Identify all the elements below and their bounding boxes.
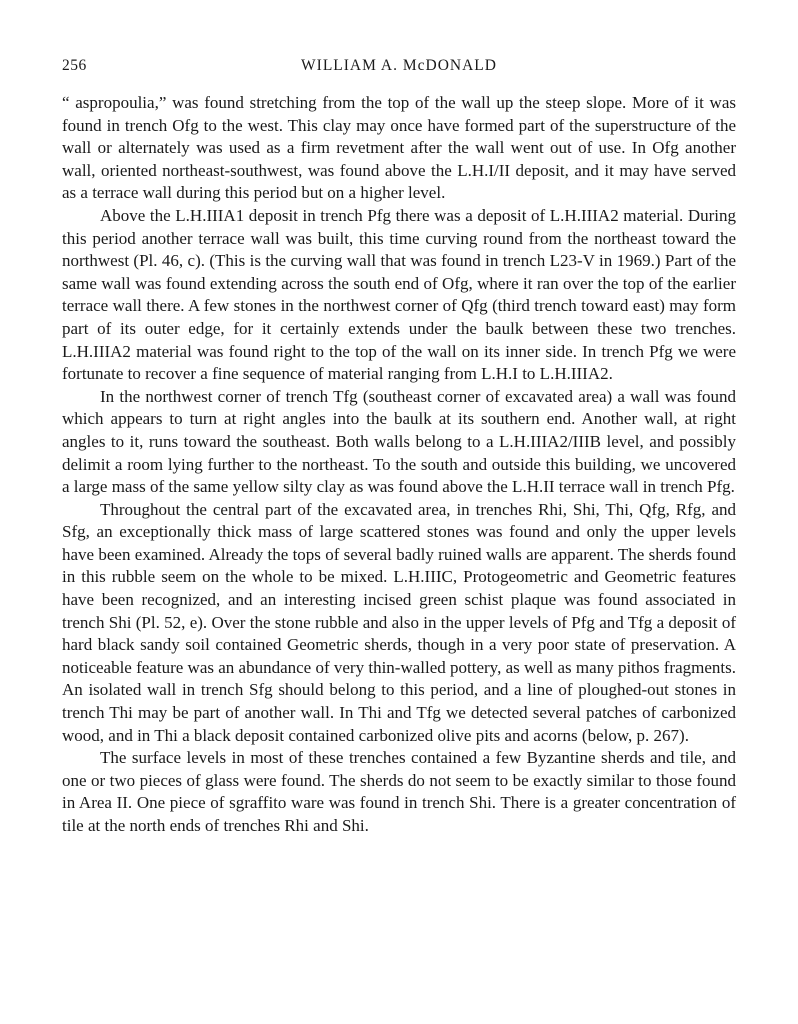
- paragraph: Above the L.H.IIIA1 deposit in trench Pfg there was a deposit of L.H.IIIA2 material. During this period another terrace wall was built, this time curving round from the northeast toward the northwest (Pl. 46, c). (This is the curving wall that was found in trench L23-V in 1969.) Part of the same wall was found extending across the south end of Ofg, where it ran over the top of the earlier terrace wall there. A few stones in the northwest corner of Qfg (third trench toward east) may form part of its outer edge, for it certainly extends under the baulk between these two trenches. L.H.IIIA2 material was found right to the top of the wall on its inner side. In trench Pfg we were fortunate to recover a fine sequence of material ranging from L.H.I to L.H.IIIA2.: [62, 205, 736, 384]
- paragraph: Throughout the central part of the excavated area, in trenches Rhi, Shi, Thi, Qfg, Rfg, and Sfg, an exceptionally thick mass of large scattered stones was found and only the upper levels have been examined. Already the tops of several badly ruined walls are apparent. The sherds found in this rubble seem on the whole to be mixed. L.H.IIIC, Protogeometric and Geometric features have been recognized, and an interesting incised green schist plaque was found associated in trench Shi (Pl. 52, e). Over the stone rubble and also in the upper levels of Pfg and Tfg a deposit of hard black sandy soil contained Geometric sherds, though in a very poor state of preservation. A noticeable feature was an abundance of very thin-walled pottery, as well as many pithos fragments. An isolated wall in trench Sfg should belong to this period, and a line of ploughed-out stones in trench Thi may be part of another wall. In Thi and Tfg we detected several patches of carbonized wood, and in Thi a black deposit contained carbonized olive pits and acorns (below, p. 267).: [62, 499, 736, 745]
- page-number: 256: [62, 57, 87, 74]
- running-head: [62, 57, 736, 83]
- page: [62, 57, 736, 838]
- running-head-author: WILLIAM A. McDONALD: [301, 57, 497, 74]
- paragraph: “ aspropoulia,” was found stretching from the top of the wall up the steep slope. More of it was found in trench Ofg to the west. This clay may once have formed part of the superstructure of the wall or alternately was used as a firm revetment after the wall went out of use. In Ofg another wall, oriented northeast-southwest, was found above the L.H.I/II deposit, and it may have served as a terrace wall during this period but on a higher level.: [62, 93, 736, 203]
- paragraph: In the northwest corner of trench Tfg (southeast corner of excavated area) a wall was found which appears to turn at right angles into the baulk at its southern end. Another wall, at right angles to it, runs toward the southeast. Both walls belong to a L.H.IIIA2/IIIB level, and possibly delimit a room lying further to the northeast. To the south and outside this building, we uncovered a large mass of the same yellow silty clay as was found above the L.H.II terrace wall in trench Pfg.: [62, 386, 736, 497]
- body-text: [62, 92, 736, 838]
- paragraph: The surface levels in most of these trenches contained a few Byzantine sherds and tile, and one or two pieces of glass were found. The sherds do not seem to be exactly similar to those found in Area II. One piece of sgraffito ware was found in trench Shi. There is a greater concentration of tile at the north ends of trenches Rhi and Shi.: [62, 748, 736, 835]
